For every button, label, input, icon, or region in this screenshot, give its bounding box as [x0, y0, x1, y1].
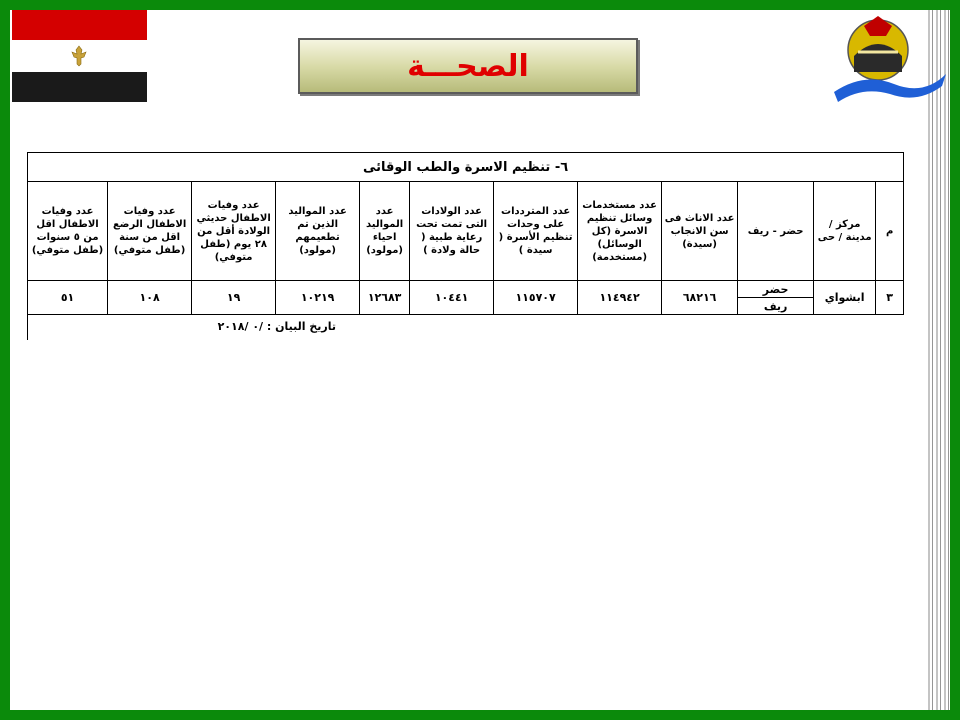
- cell-births-care: ١٠٤٤١: [410, 281, 494, 315]
- cell-vaccinated: ١٠٢١٩: [276, 281, 360, 315]
- eagle-emblem-icon: [68, 44, 90, 68]
- page-title: الصحـــة: [407, 48, 529, 84]
- col-header-index: م: [876, 182, 904, 281]
- cell-rural: ريف: [738, 298, 814, 315]
- family-planning-table: [27, 152, 903, 315]
- cell-district: ابشواي: [814, 281, 876, 315]
- col-header-vaccinated: عدد المواليد الذين تم تطعيمهم (مولود): [276, 182, 360, 281]
- col-header-live-births: عدد المواليد احياء (مولود): [360, 182, 410, 281]
- cell-fp-visitors: ١١٥٧٠٧: [494, 281, 578, 315]
- data-date-label: تاريخ البيان : /٠ /٢٠١٨: [217, 320, 336, 333]
- egypt-flag-icon: [12, 10, 147, 102]
- col-header-urban-rural: حضر - ريف: [738, 182, 814, 281]
- col-header-fp-visitors: عدد المترددات على وحدات تنظيم الأسرة ( سيدة ): [494, 182, 578, 281]
- col-header-females: عدد الاناث فى سن الانجاب (سيدة): [662, 182, 738, 281]
- cell-live-births: ١٢٦٨٣: [360, 281, 410, 315]
- cell-index: ٣: [876, 281, 904, 315]
- col-header-under5-deaths: عدد وفيات الاطفال اقل من ٥ سنوات (طفل متوفي): [28, 182, 108, 281]
- cell-females: ٦٨٢١٦: [662, 281, 738, 315]
- cell-neonatal-deaths: ١٩: [192, 281, 276, 315]
- cell-urban: حضر: [738, 281, 814, 298]
- col-header-births-care: عدد الولادات التى تمت تحت رعاية طبية ( حالة ولادة ): [410, 182, 494, 281]
- col-header-fp-users: عدد مستخدمات وسائل تنظيم الاسرة (كل الوسائل) (مستخدمة): [578, 182, 662, 281]
- title-box: [298, 38, 638, 94]
- col-header-neonatal-deaths: عدد وفيات الاطفال حديثي الولادة أقل من ٢٨ يوم (طفل متوفي): [192, 182, 276, 281]
- col-header-district: مركز / مدينة / حى: [814, 182, 876, 281]
- cell-infant-deaths: ١٠٨: [108, 281, 192, 315]
- cell-under5-deaths: ٥١: [28, 281, 108, 315]
- decorative-stripes: [928, 10, 950, 710]
- table-row: [28, 281, 904, 298]
- table-section-title: ٦- تنظيم الاسرة والطب الوقائى: [28, 153, 904, 182]
- cell-fp-users: ١١٤٩٤٢: [578, 281, 662, 315]
- col-header-infant-deaths: عدد وفيات الاطفال الرضع اقل من سنة (طفل متوفي): [108, 182, 192, 281]
- governorate-logo-icon: [834, 12, 946, 104]
- slide-background: [10, 10, 950, 710]
